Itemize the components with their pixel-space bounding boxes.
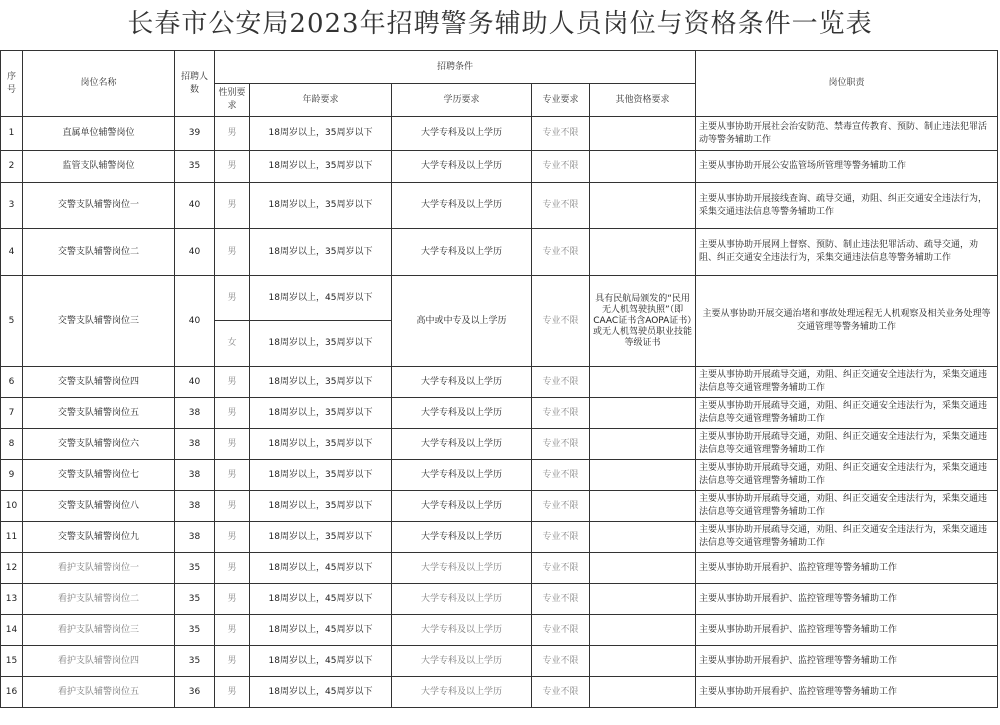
table-row: [1, 553, 998, 584]
cell-other: [590, 429, 696, 460]
cell-position: 交警支队辅警岗位五: [23, 398, 175, 429]
cell-gender: 男: [215, 367, 250, 398]
cell-count: 38: [175, 522, 215, 553]
cell-position: 交警支队辅警岗位九: [23, 522, 175, 553]
cell-age: 18周岁以上，45周岁以下: [250, 677, 392, 708]
cell-education: 大学专科及以上学历: [392, 615, 532, 646]
cell-age: 18周岁以上，35周岁以下: [250, 117, 392, 151]
cell-age: 18周岁以上，45周岁以下: [250, 553, 392, 584]
positions-table: [0, 50, 998, 708]
cell-count: 35: [175, 151, 215, 183]
cell-major: 专业不限: [532, 276, 590, 367]
table-row: [1, 646, 998, 677]
cell-other: 具有民航局颁发的“民用无人机驾驶执照”（即CAAC证书含AOPA证书）或无人机驾驶员职业技能等级证书: [590, 276, 696, 367]
table-row: [1, 491, 998, 522]
cell-duty: 主要从事协助开展疏导交通，劝阻、纠正交通安全违法行为，采集交通违法信息等交通管理警务辅助工作: [696, 460, 998, 491]
cell-age: 18周岁以上，45周岁以下: [250, 646, 392, 677]
cell-education: 大学专科及以上学历: [392, 491, 532, 522]
cell-age: 18周岁以上，35周岁以下: [250, 367, 392, 398]
cell-duty: 主要从事协助开展网上督察、预防、制止违法犯罪活动、疏导交通，劝阻、纠正交通安全违法行为，采集交通违法信息等警务辅助工作: [696, 229, 998, 276]
cell-education: 大学专科及以上学历: [392, 522, 532, 553]
cell-gender: 男: [215, 429, 250, 460]
cell-major: 专业不限: [532, 677, 590, 708]
cell-education: 大学专科及以上学历: [392, 429, 532, 460]
table-row: [1, 615, 998, 646]
cell-major: 专业不限: [532, 646, 590, 677]
cell-duty: 主要从事协助开展疏导交通，劝阻、纠正交通安全违法行为，采集交通违法信息等交通管理警务辅助工作: [696, 491, 998, 522]
cell-count: 40: [175, 367, 215, 398]
cell-count: 40: [175, 183, 215, 229]
header-other: 其他资格要求: [590, 84, 696, 117]
header-position: 岗位名称: [23, 51, 175, 117]
cell-position: 交警支队辅警岗位八: [23, 491, 175, 522]
cell-seq: 6: [1, 367, 23, 398]
cell-duty: 主要从事协助开展社会治安防范、禁毒宣传教育、预防、制止违法犯罪活动等警务辅助工作: [696, 117, 998, 151]
cell-other: [590, 522, 696, 553]
cell-major: 专业不限: [532, 429, 590, 460]
cell-major: 专业不限: [532, 151, 590, 183]
header-gender: 性别要求: [215, 84, 250, 117]
cell-duty: 主要从事协助开展看护、监控管理等警务辅助工作: [696, 615, 998, 646]
cell-major: 专业不限: [532, 460, 590, 491]
cell-seq: 1: [1, 117, 23, 151]
cell-other: [590, 117, 696, 151]
cell-education: 大学专科及以上学历: [392, 183, 532, 229]
cell-major: 专业不限: [532, 229, 590, 276]
cell-seq: 16: [1, 677, 23, 708]
cell-gender: 男: [215, 117, 250, 151]
cell-major: 专业不限: [532, 117, 590, 151]
cell-seq: 3: [1, 183, 23, 229]
header-education: 学历要求: [392, 84, 532, 117]
cell-gender: 男: [215, 460, 250, 491]
table-row: [1, 229, 998, 276]
cell-seq: 12: [1, 553, 23, 584]
header-conditions: 招聘条件: [215, 51, 696, 84]
cell-count: 38: [175, 398, 215, 429]
cell-duty: 主要从事协助开展疏导交通，劝阻、纠正交通安全违法行为，采集交通违法信息等交通管理警务辅助工作: [696, 522, 998, 553]
cell-gender: 男: [215, 229, 250, 276]
cell-education: 大学专科及以上学历: [392, 367, 532, 398]
cell-seq: 15: [1, 646, 23, 677]
cell-education: 大学专科及以上学历: [392, 117, 532, 151]
cell-gender: 男: [215, 398, 250, 429]
cell-age: 18周岁以上，45周岁以下: [250, 584, 392, 615]
cell-gender: 男: [215, 522, 250, 553]
table-row: [1, 367, 998, 398]
cell-position: 交警支队辅警岗位七: [23, 460, 175, 491]
cell-seq: 4: [1, 229, 23, 276]
table-row: [1, 398, 998, 429]
cell-major: 专业不限: [532, 398, 590, 429]
cell-other: [590, 151, 696, 183]
cell-position: 看护支队辅警岗位一: [23, 553, 175, 584]
cell-count: 35: [175, 646, 215, 677]
cell-age: 18周岁以上，35周岁以下: [250, 321, 392, 367]
cell-gender: 男: [215, 276, 250, 321]
cell-major: 专业不限: [532, 553, 590, 584]
cell-position: 交警支队辅警岗位四: [23, 367, 175, 398]
cell-duty: 主要从事协助开展疏导交通，劝阻、纠正交通安全违法行为，采集交通违法信息等交通管理警务辅助工作: [696, 367, 998, 398]
cell-duty: 主要从事协助开展公安监管场所管理等警务辅助工作: [696, 151, 998, 183]
cell-major: 专业不限: [532, 491, 590, 522]
table-row: [1, 276, 998, 321]
table-row: [1, 429, 998, 460]
cell-seq: 5: [1, 276, 23, 367]
cell-seq: 14: [1, 615, 23, 646]
cell-education: 大学专科及以上学历: [392, 584, 532, 615]
cell-position: 直属单位辅警岗位: [23, 117, 175, 151]
cell-duty: 主要从事协助开展交通治堵和事故处理远程无人机观察及相关业务处理等交通管理等警务辅助工作: [696, 276, 998, 367]
cell-gender: 男: [215, 183, 250, 229]
cell-count: 35: [175, 584, 215, 615]
cell-gender: 女: [215, 321, 250, 367]
cell-seq: 13: [1, 584, 23, 615]
cell-age: 18周岁以上，35周岁以下: [250, 460, 392, 491]
cell-major: 专业不限: [532, 615, 590, 646]
table-row: [1, 522, 998, 553]
cell-education: 大学专科及以上学历: [392, 460, 532, 491]
cell-age: 18周岁以上，35周岁以下: [250, 522, 392, 553]
cell-count: 40: [175, 276, 215, 367]
cell-age: 18周岁以上，35周岁以下: [250, 429, 392, 460]
cell-count: 39: [175, 117, 215, 151]
cell-gender: 男: [215, 584, 250, 615]
cell-major: 专业不限: [532, 367, 590, 398]
table-row: [1, 183, 998, 229]
cell-education: 大学专科及以上学历: [392, 398, 532, 429]
header-duty: 岗位职责: [696, 51, 998, 117]
cell-major: 专业不限: [532, 183, 590, 229]
cell-education: 高中或中专及以上学历: [392, 276, 532, 367]
cell-duty: 主要从事协助开展疏导交通，劝阻、纠正交通安全违法行为，采集交通违法信息等交通管理警务辅助工作: [696, 429, 998, 460]
page-title: 长春市公安局2023年招聘警务辅助人员岗位与资格条件一览表: [127, 9, 873, 39]
table-row: [1, 584, 998, 615]
cell-other: [590, 398, 696, 429]
cell-position: 交警支队辅警岗位二: [23, 229, 175, 276]
cell-count: 35: [175, 553, 215, 584]
cell-other: [590, 460, 696, 491]
cell-position: 交警支队辅警岗位六: [23, 429, 175, 460]
cell-seq: 10: [1, 491, 23, 522]
cell-other: [590, 615, 696, 646]
cell-gender: 男: [215, 615, 250, 646]
table-row: [1, 460, 998, 491]
cell-age: 18周岁以上，35周岁以下: [250, 398, 392, 429]
cell-duty: 主要从事协助开展接线查询、疏导交通，劝阻、纠正交通安全违法行为，采集交通违法信息等警务辅助工作: [696, 183, 998, 229]
cell-education: 大学专科及以上学历: [392, 646, 532, 677]
cell-position: 监管支队辅警岗位: [23, 151, 175, 183]
cell-education: 大学专科及以上学历: [392, 677, 532, 708]
cell-seq: 11: [1, 522, 23, 553]
cell-duty: 主要从事协助开展看护、监控管理等警务辅助工作: [696, 646, 998, 677]
cell-other: [590, 553, 696, 584]
cell-other: [590, 183, 696, 229]
table-row: [1, 151, 998, 183]
cell-seq: 8: [1, 429, 23, 460]
table-row: [1, 117, 998, 151]
cell-gender: 男: [215, 553, 250, 584]
cell-other: [590, 584, 696, 615]
cell-major: 专业不限: [532, 584, 590, 615]
cell-position: 看护支队辅警岗位二: [23, 584, 175, 615]
cell-position: 看护支队辅警岗位五: [23, 677, 175, 708]
cell-age: 18周岁以上，45周岁以下: [250, 615, 392, 646]
cell-gender: 男: [215, 677, 250, 708]
cell-position: 看护支队辅警岗位三: [23, 615, 175, 646]
cell-age: 18周岁以上，35周岁以下: [250, 151, 392, 183]
cell-major: 专业不限: [532, 522, 590, 553]
cell-other: [590, 646, 696, 677]
cell-education: 大学专科及以上学历: [392, 553, 532, 584]
cell-position: 交警支队辅警岗位一: [23, 183, 175, 229]
cell-duty: 主要从事协助开展看护、监控管理等警务辅助工作: [696, 553, 998, 584]
cell-count: 36: [175, 677, 215, 708]
cell-age: 18周岁以上，35周岁以下: [250, 183, 392, 229]
cell-gender: 男: [215, 491, 250, 522]
cell-gender: 男: [215, 151, 250, 183]
cell-seq: 2: [1, 151, 23, 183]
header-major: 专业要求: [532, 84, 590, 117]
cell-duty: 主要从事协助开展看护、监控管理等警务辅助工作: [696, 677, 998, 708]
cell-position: 看护支队辅警岗位四: [23, 646, 175, 677]
cell-count: 38: [175, 491, 215, 522]
cell-age: 18周岁以上，45周岁以下: [250, 276, 392, 321]
cell-count: 35: [175, 615, 215, 646]
header-count: 招聘人数: [175, 51, 215, 117]
cell-education: 大学专科及以上学历: [392, 151, 532, 183]
cell-count: 38: [175, 429, 215, 460]
cell-count: 40: [175, 229, 215, 276]
cell-other: [590, 491, 696, 522]
cell-duty: 主要从事协助开展疏导交通，劝阻、纠正交通安全违法行为，采集交通违法信息等交通管理警务辅助工作: [696, 398, 998, 429]
cell-position: 交警支队辅警岗位三: [23, 276, 175, 367]
cell-seq: 7: [1, 398, 23, 429]
table-row: [1, 677, 998, 708]
header-age: 年龄要求: [250, 84, 392, 117]
cell-seq: 9: [1, 460, 23, 491]
cell-duty: 主要从事协助开展看护、监控管理等警务辅助工作: [696, 584, 998, 615]
cell-education: 大学专科及以上学历: [392, 229, 532, 276]
cell-age: 18周岁以上，35周岁以下: [250, 229, 392, 276]
cell-other: [590, 367, 696, 398]
cell-gender: 男: [215, 646, 250, 677]
cell-other: [590, 229, 696, 276]
cell-count: 38: [175, 460, 215, 491]
cell-age: 18周岁以上，35周岁以下: [250, 491, 392, 522]
cell-other: [590, 677, 696, 708]
header-seq: 序号: [1, 51, 23, 117]
